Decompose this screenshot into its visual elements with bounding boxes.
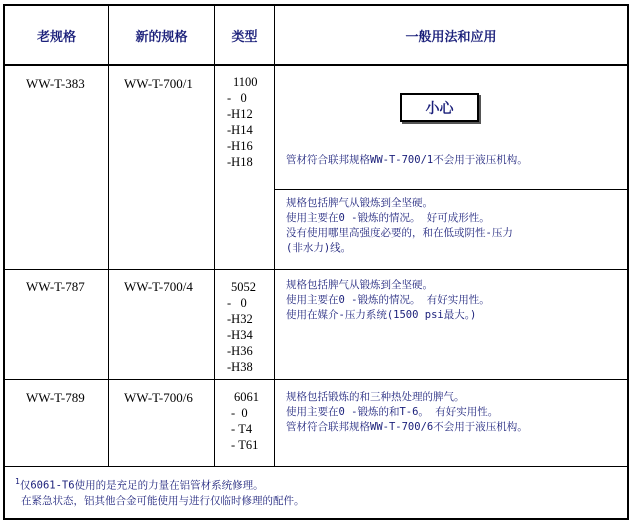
header-divider: [5, 64, 627, 66]
usage-line: 使用主要在0 -锻炼的情况。 有好实用性。: [286, 294, 490, 306]
usage-line: 规格包括锻炼的和三种热处理的脾气。: [286, 391, 465, 403]
type-item: -H18: [227, 155, 253, 169]
row-divider: [5, 269, 627, 270]
usage-line: 管材符合联邦规格WW-T-700/6不会用于液压机构。: [286, 421, 528, 433]
type-list: [227, 279, 256, 375]
type-item: 5052: [231, 280, 256, 294]
old-spec-cell: WW-T-787: [26, 279, 85, 294]
footnote-marker: 1: [15, 477, 20, 486]
type-list: [227, 74, 258, 170]
usage-text: [286, 278, 490, 323]
usage-line: (非水力)线。: [286, 242, 352, 254]
type-item: - 0: [231, 406, 248, 420]
usage-line: 使用在媒介-压力系统(1500 psi最大。): [286, 309, 477, 321]
type-item: - 0: [227, 91, 247, 105]
type-item: 1100: [233, 75, 258, 89]
new-spec-cell: WW-T-700/4: [124, 279, 193, 294]
footnote-divider: [5, 466, 627, 467]
new-spec-cell: WW-T-700/1: [124, 76, 193, 91]
type-item: -H14: [227, 123, 253, 137]
usage-note: 管材符合联邦规格WW-T-700/1不会用于液压机构。: [286, 154, 528, 166]
footnote-text: 仅6061-T6使用的是充足的力量在铝管材系统修理。: [19, 479, 264, 492]
header-usage: 一般用法和应用: [405, 29, 497, 45]
usage-line: 使用主要在0 -锻炼的和T-6。 有好实用性。: [286, 406, 499, 418]
type-item: - T4: [231, 422, 253, 436]
type-item: -H16: [227, 139, 253, 153]
header-old-spec: 老规格: [36, 29, 76, 45]
footnote-line: [15, 474, 305, 494]
type-list: [231, 389, 259, 453]
usage-line: 规格包括脾气从锻炼到全坚硬。: [286, 279, 433, 291]
spec-table: [3, 4, 629, 520]
usage-text: [286, 196, 513, 256]
type-item: - T61: [231, 438, 259, 452]
old-spec-cell: WW-T-789: [26, 390, 85, 405]
usage-text: [286, 390, 528, 435]
type-item: -H38: [227, 360, 253, 374]
header-type: 类型: [231, 29, 258, 45]
usage-line: 使用主要在0 -锻炼的情况。 好可成形性。: [286, 212, 490, 224]
footnote: [15, 474, 305, 509]
row-divider: [5, 379, 627, 380]
type-item: -H34: [227, 328, 253, 342]
usage-line: 没有使用哪里高强度必要的，和在低或阴性-压力: [286, 227, 513, 239]
usage-line: 规格包括脾气从锻炼到全坚硬。: [286, 197, 433, 209]
row-divider: [274, 189, 627, 190]
old-spec-cell: WW-T-383: [26, 76, 85, 91]
type-item: -H36: [227, 344, 253, 358]
column-divider: [274, 6, 275, 466]
new-spec-cell: WW-T-700/6: [124, 390, 193, 405]
type-item: 6061: [234, 390, 259, 404]
column-divider: [108, 6, 109, 466]
footnote-line: 在紧急状态，铝其他合金可能使用与进行仅临时修理的配件。: [21, 494, 305, 507]
type-item: -H32: [227, 312, 253, 326]
column-divider: [214, 6, 215, 466]
type-item: - 0: [227, 296, 247, 310]
caution-label: 小心: [400, 93, 479, 122]
header-new-spec: 新的规格: [135, 29, 188, 45]
type-item: -H12: [227, 107, 253, 121]
